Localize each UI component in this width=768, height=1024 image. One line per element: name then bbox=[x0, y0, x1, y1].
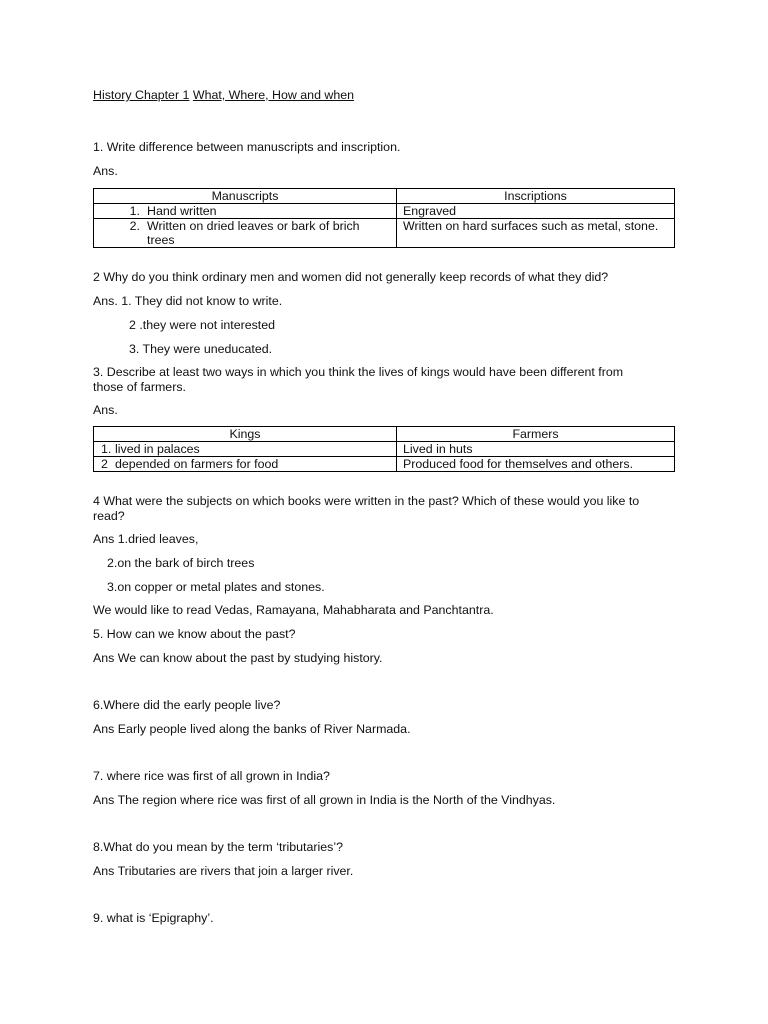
answer-3-label: Ans. bbox=[93, 403, 118, 417]
table-row bbox=[94, 442, 675, 457]
manuscripts-inscriptions-table bbox=[93, 188, 675, 248]
table-header-cell: Inscriptions bbox=[397, 189, 675, 204]
question-2: 2 Why do you think ordinary men and women did not generally keep records of what they did? bbox=[93, 270, 609, 284]
table-cell: Lived in huts bbox=[397, 442, 675, 457]
answer-5: Ans We can know about the past by studying history. bbox=[93, 651, 383, 665]
title-subtitle: What, Where, How and when bbox=[192, 88, 355, 102]
table-row bbox=[94, 457, 675, 472]
cell-text: depended on farmers for food bbox=[115, 457, 279, 471]
answer-4: Ans 1.dried leaves, bbox=[93, 532, 199, 546]
answer-8: Ans Tributaries are rivers that join a larger river. bbox=[93, 864, 354, 878]
answer-2-point: 2 .they were not interested bbox=[129, 318, 276, 332]
answer-4-point: 3.on copper or metal plates and stones. bbox=[107, 580, 325, 594]
row-number: 2 bbox=[101, 457, 108, 471]
table-cell: Produced food for themselves and others. bbox=[397, 457, 675, 472]
table-cell bbox=[94, 219, 397, 248]
question-5: 5. How can we know about the past? bbox=[93, 627, 296, 641]
table-cell: Engraved bbox=[397, 204, 675, 219]
answer-1-label: Ans. bbox=[93, 164, 118, 178]
title-main: History Chapter 1 bbox=[93, 88, 190, 102]
row-number: 1. bbox=[129, 204, 140, 218]
question-6: 6.Where did the early people live? bbox=[93, 698, 281, 712]
answer-2: Ans. 1. They did not know to write. bbox=[93, 294, 283, 308]
cell-text: Written on dried leaves or bark of brich trees bbox=[147, 219, 360, 247]
cell-text: Hand written bbox=[147, 204, 217, 218]
question-9: 9. what is ‘Epigraphy’. bbox=[93, 911, 214, 925]
table-header-cell: Kings bbox=[94, 427, 397, 442]
question-4: 4 What were the subjects on which books were written in the past? Which of these would you like to bbox=[93, 494, 640, 508]
table-row bbox=[94, 219, 675, 248]
table-header-row bbox=[94, 189, 675, 204]
table-cell bbox=[94, 204, 397, 219]
answer-4-extra: We would like to read Vedas, Ramayana, Mahabharata and Panchtantra. bbox=[93, 603, 494, 617]
table-cell bbox=[94, 442, 397, 457]
table-header-cell: Manuscripts bbox=[94, 189, 397, 204]
answer-2-point: 3. They were uneducated. bbox=[129, 342, 273, 356]
table-header-row bbox=[94, 427, 675, 442]
question-7: 7. where rice was first of all grown in India? bbox=[93, 769, 330, 783]
question-8: 8.What do you mean by the term ‘tributaries’? bbox=[93, 840, 343, 854]
table-header-cell: Farmers bbox=[397, 427, 675, 442]
page-title bbox=[93, 88, 354, 103]
question-4-continued: read? bbox=[93, 509, 125, 523]
question-1: 1. Write difference between manuscripts and inscription. bbox=[93, 140, 401, 154]
question-3: 3. Describe at least two ways in which you think the lives of kings would have been different from bbox=[93, 365, 624, 379]
table-row bbox=[94, 204, 675, 219]
cell-text: lived in palaces bbox=[115, 442, 200, 456]
answer-6: Ans Early people lived along the banks of River Narmada. bbox=[93, 722, 411, 736]
question-3-continued: those of farmers. bbox=[93, 380, 186, 394]
table-cell: Written on hard surfaces such as metal, stone. bbox=[397, 219, 675, 248]
answer-4-point: 2.on the bark of birch trees bbox=[107, 556, 255, 570]
row-number: 1. bbox=[101, 442, 112, 456]
answer-7: Ans The region where rice was first of all grown in India is the North of the Vindhyas. bbox=[93, 793, 556, 807]
row-number: 2. bbox=[129, 219, 140, 233]
table-cell bbox=[94, 457, 397, 472]
kings-farmers-table bbox=[93, 426, 675, 472]
